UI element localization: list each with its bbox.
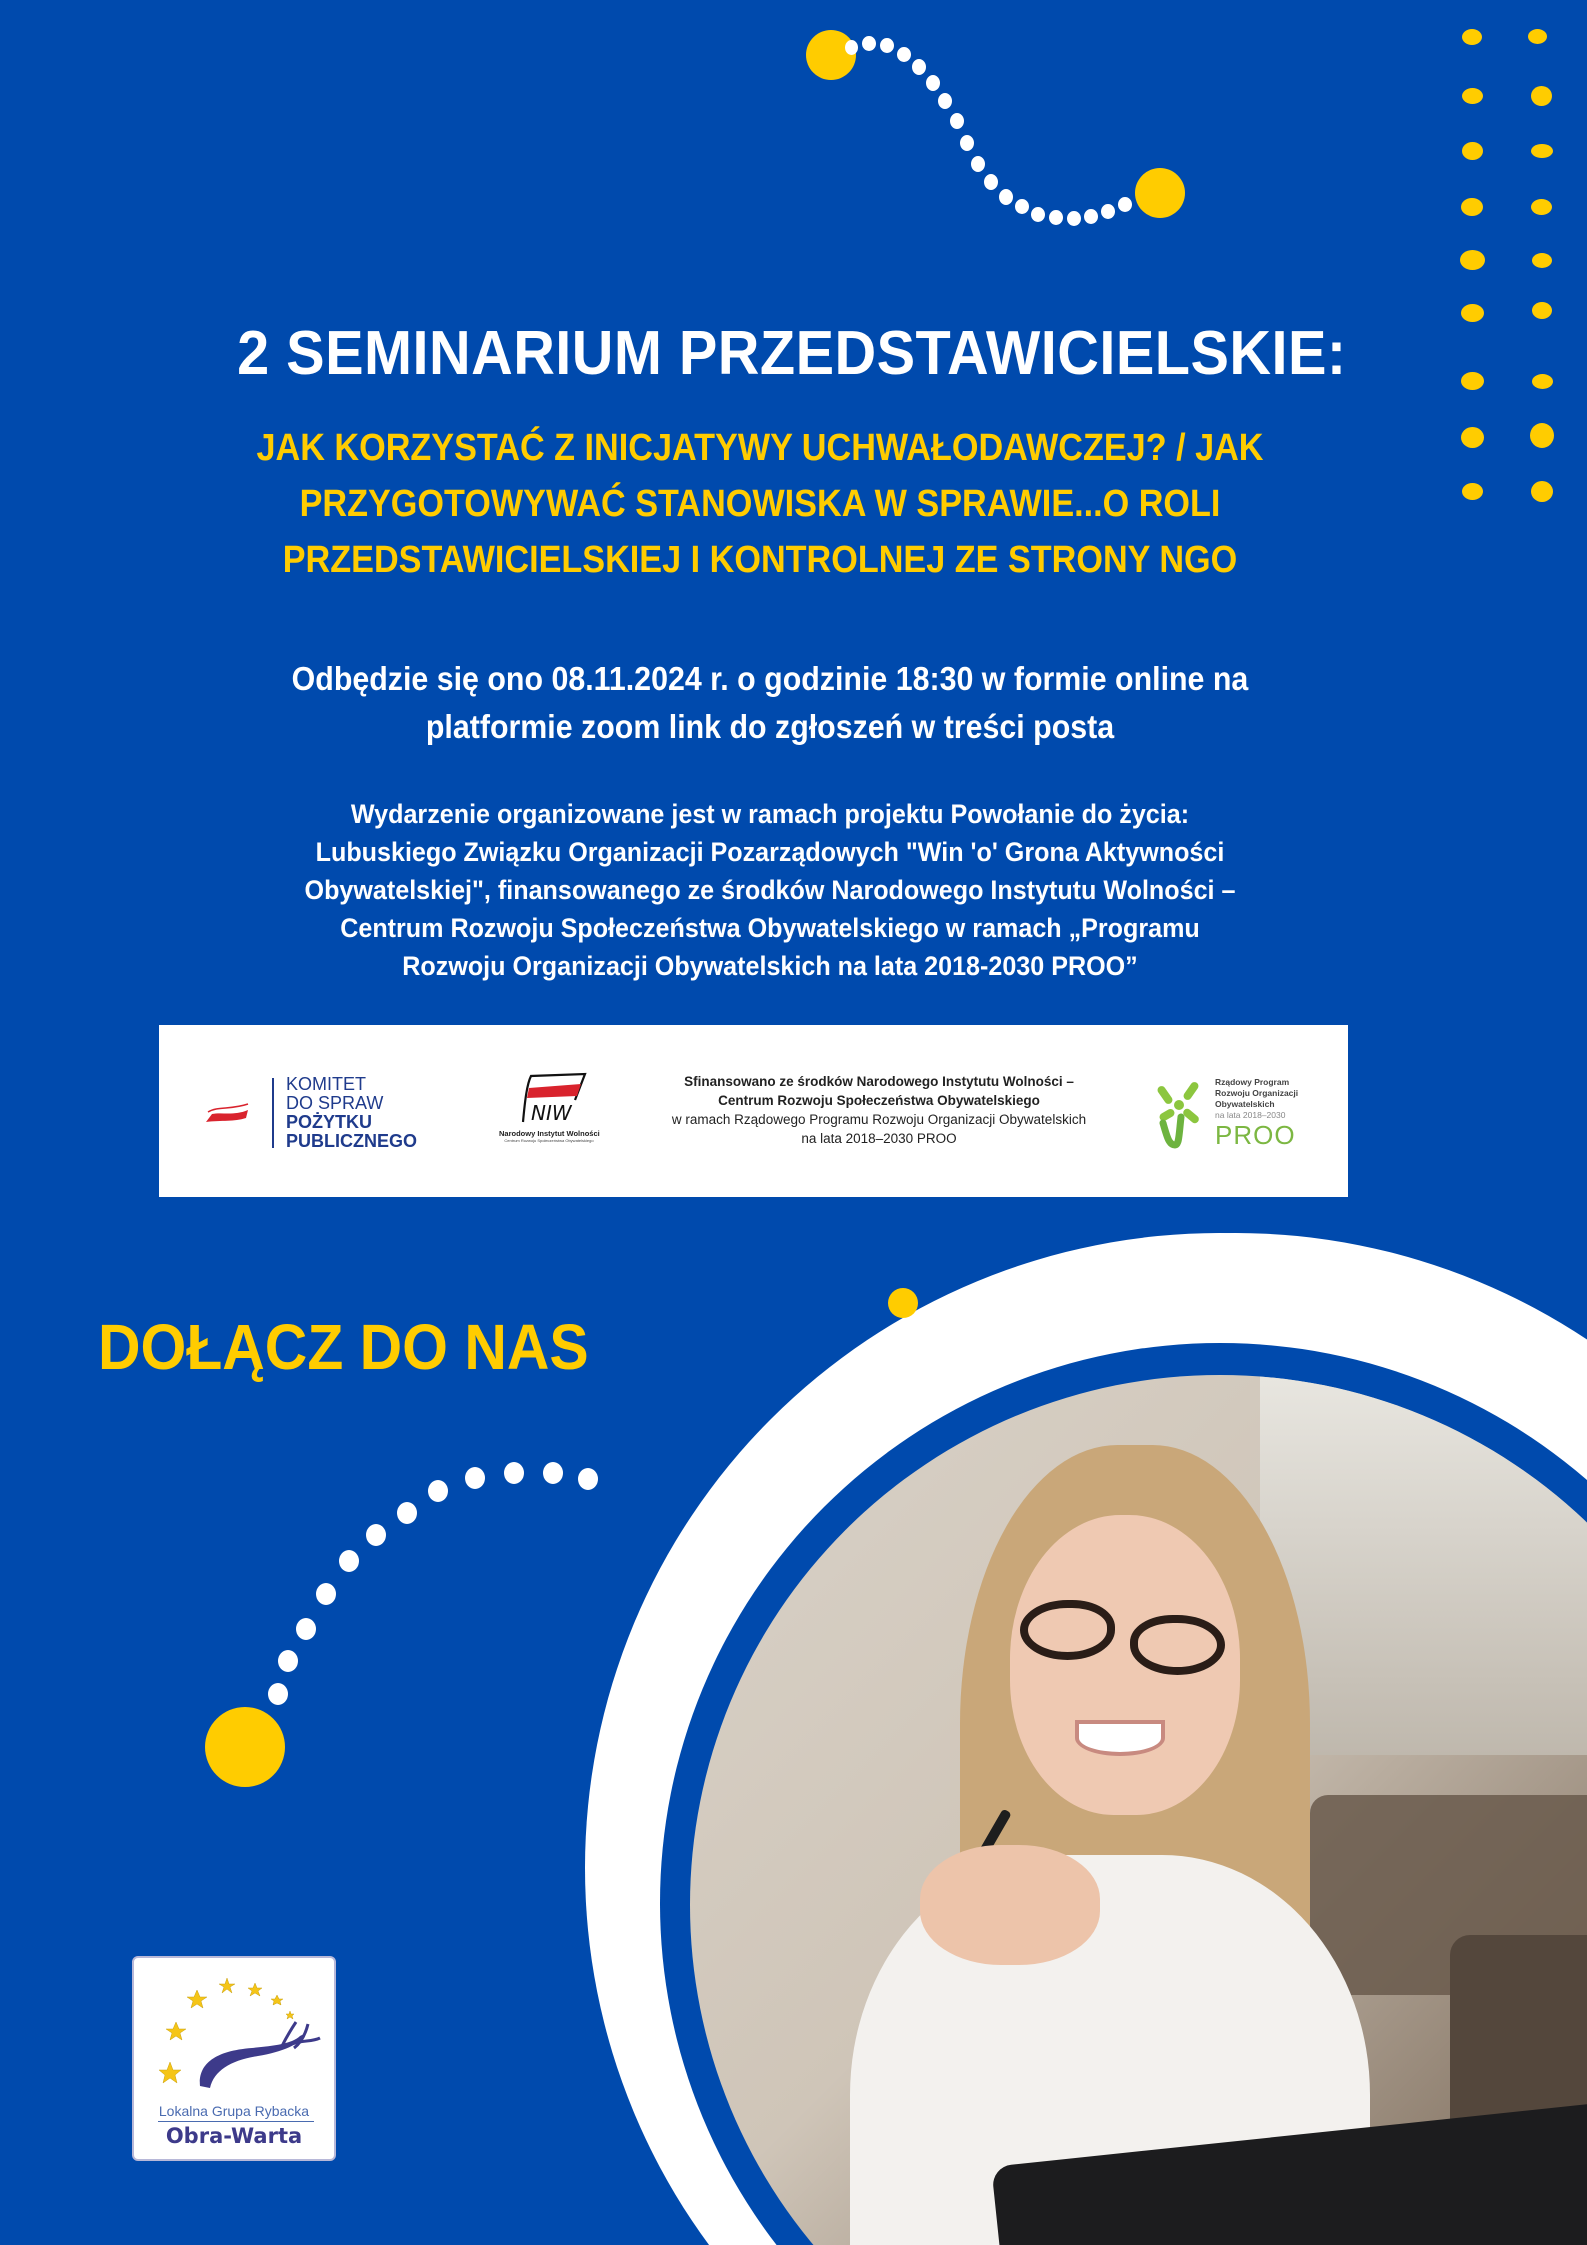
white-dot: [1101, 204, 1115, 219]
yellow-dot: [1462, 142, 1483, 160]
yellow-dot: [1532, 302, 1552, 319]
kpp-line: DO SPRAW: [286, 1093, 384, 1113]
white-dot: [999, 189, 1013, 205]
funding-line: na lata 2018–2030 PROO: [801, 1131, 957, 1146]
description-line: Lubuskiego Związku Organizacji Pozarządowych "Win 'o' Grona Aktywności: [315, 837, 1225, 867]
yellow-dot: [1462, 88, 1483, 104]
niw-name: Narodowy Instytut Wolności: [499, 1129, 600, 1138]
white-dot: [339, 1550, 359, 1572]
kpp-logo: [204, 1075, 417, 1151]
yellow-dot: [1531, 86, 1552, 106]
description-line: Wydarzenie organizowane jest w ramach projektu Powołanie do życia:: [350, 799, 1190, 829]
yellow-dot: [1530, 423, 1554, 448]
white-dot: [428, 1480, 448, 1502]
svg-text:NIW: NIW: [531, 1101, 572, 1125]
sponsor-logos-bar: [159, 1025, 1348, 1197]
yellow-dot: [1460, 250, 1485, 270]
white-dot: [971, 156, 985, 172]
yellow-dot-large: [1135, 168, 1185, 218]
polish-flag-icon: [204, 1098, 250, 1128]
white-dot: [296, 1618, 316, 1640]
description-line: Centrum Rozwoju Społeczeństwa Obywatelskiego w ramach „Programu: [340, 913, 1200, 943]
white-dot: [984, 174, 998, 190]
white-dot: [578, 1468, 598, 1490]
white-dot: [1067, 211, 1081, 226]
subtitle-line: PRZEDSTAWICIELSKIEJ I KONTROLNEJ ZE STRONY NGO: [282, 539, 1238, 581]
yellow-dot: [1528, 29, 1547, 44]
white-dot: [1084, 209, 1098, 224]
lgr-location: Obra-Warta: [165, 2124, 303, 2148]
white-dot: [504, 1462, 524, 1484]
white-dot: [1118, 197, 1132, 212]
niw-logo: [499, 1070, 599, 1143]
join-us-heading: DOŁĄCZ DO NAS: [98, 1311, 589, 1383]
white-dot: [926, 75, 940, 91]
proo-line: na lata 2018–2030: [1215, 1110, 1286, 1120]
kpp-line: KOMITET: [286, 1074, 366, 1094]
white-dot: [950, 113, 964, 129]
white-dot: [960, 135, 974, 151]
event-line: Odbędzie się ono 08.11.2024 r. o godzinie 18:30 w formie online na: [291, 660, 1249, 697]
divider: [158, 2121, 314, 2122]
white-dot: [397, 1502, 417, 1524]
white-dot: [268, 1683, 288, 1705]
proo-flower-icon: [1157, 1077, 1207, 1152]
funding-line: w ramach Rządowego Programu Rozwoju Organizacji Obywatelskich: [671, 1112, 1087, 1127]
proo-line: Obywatelskich: [1215, 1099, 1275, 1109]
white-dot: [316, 1583, 336, 1605]
description-line: Rozwoju Organizacji Obywatelskich na lata 2018-2030 PROO”: [402, 951, 1138, 981]
funding-line: Sfinansowano ze środków Narodowego Instytutu Wolności –: [684, 1074, 1074, 1089]
white-dot: [845, 40, 858, 55]
white-dot: [543, 1462, 563, 1484]
yellow-dot: [1532, 374, 1553, 389]
yellow-dot: [1531, 481, 1553, 502]
white-dot: [880, 38, 894, 53]
funding-statement: [639, 1072, 1119, 1148]
white-dot: [1031, 207, 1045, 222]
white-dot: [366, 1524, 386, 1546]
yellow-dot: [1532, 253, 1552, 268]
yellow-dot: [1462, 29, 1482, 45]
yellow-dot: [1531, 144, 1553, 158]
description-line: Obywatelskiej", finansowanego ze środków Narodowego Instytutu Wolności –: [304, 875, 1236, 905]
divider: [272, 1078, 274, 1148]
event-details: [172, 655, 1368, 751]
fish-stars-icon: [142, 1966, 330, 2096]
funding-line: Centrum Rozwoju Społeczeństwa Obywatelskiego: [718, 1093, 1040, 1108]
subtitle-line: JAK KORZYSTAĆ Z INICJATYWY UCHWAŁODAWCZEJ? / JAK: [256, 427, 1264, 469]
white-dot: [1049, 210, 1063, 225]
white-dot: [912, 59, 926, 75]
white-dot: [278, 1650, 298, 1672]
lgr-name: Lokalna Grupa Rybacka: [158, 2103, 310, 2119]
niw-flag-icon: [509, 1070, 589, 1125]
yellow-dot: [1461, 198, 1483, 216]
white-dot: [897, 47, 911, 62]
yellow-dot-large: [205, 1707, 285, 1787]
proo-brand: PROO: [1215, 1120, 1296, 1150]
kpp-line: POŻYTKU: [286, 1112, 373, 1132]
project-description: [166, 795, 1375, 985]
yellow-dot: [1531, 199, 1552, 215]
white-dot: [1015, 199, 1029, 214]
yellow-dot: [1462, 483, 1483, 500]
yellow-dot: [1461, 427, 1484, 448]
white-dot: [938, 93, 952, 109]
yellow-dot-large: [806, 30, 856, 80]
lgr-obra-warta-logo: [132, 1956, 336, 2161]
proo-logo: [1157, 1077, 1298, 1152]
event-line: platformie zoom link do zgłoszeń w treści posta: [425, 708, 1115, 745]
subtitle-line: PRZYGOTOWYWAĆ STANOWISKA W SPRAWIE...O ROLI: [299, 483, 1221, 525]
niw-subtitle: Centrum Rozwoju Społeczeństwa Obywatelskiego: [504, 1138, 594, 1143]
yellow-dot-partial: [888, 1288, 918, 1318]
proo-line: Rozwoju Organizacji: [1215, 1088, 1299, 1098]
proo-line: Rządowy Program: [1215, 1077, 1290, 1087]
kpp-line: PUBLICZNEGO: [286, 1131, 418, 1151]
white-dot: [862, 36, 876, 51]
white-dot: [465, 1467, 485, 1489]
page-title: 2 SEMINARIUM PRZEDSTAWICIELSKIE:: [237, 319, 1347, 388]
seminar-subtitle: [175, 420, 1345, 588]
